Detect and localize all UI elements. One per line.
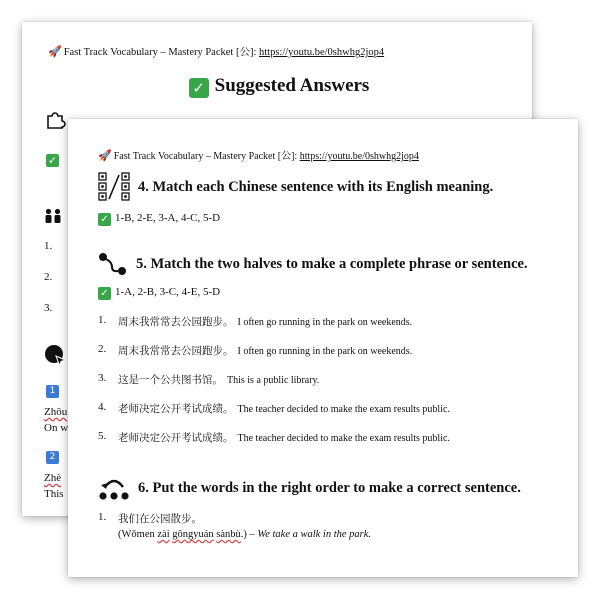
rocket-icon: 🚀 bbox=[98, 149, 112, 162]
section-5-answer: ✓ 1-A, 2-B, 3-C, 4-E, 5-D bbox=[98, 286, 556, 300]
rocket-icon: 🚀 bbox=[48, 45, 62, 58]
section-5-heading: 5. Match the two halves to make a complete phrase or sentence. bbox=[98, 252, 556, 276]
page-header: 🚀 Fast Track Vocabulary – Mastery Packet [公]: https://youtu.be/0shwhg2jop4 bbox=[98, 149, 419, 162]
page-header: 🚀 Fast Track Vocabulary – Mastery Packet [公]: https://youtu.be/0shwhg2jop4 bbox=[48, 45, 385, 58]
list-item: 1. 我们在公园散步。 bbox=[98, 511, 202, 525]
section-6-heading: 6. Put the words in the right order to make a correct sentence. bbox=[98, 475, 556, 501]
pinyin-translation: (Wǒmen zài gōngyuán sànbù.) – We take a walk in the park. bbox=[118, 529, 372, 540]
back-page: 🚀 Fast Track Vocabulary – Mastery Packet [公]: https://youtu.be/0shwhg2jop4 ✓ Suggested Answers ✓ 1. 2. 3. 1 Zhōu On w 2 Zhè This bbox=[22, 22, 532, 516]
number-badge-1: 1 bbox=[46, 385, 59, 398]
match-grid-icon bbox=[98, 172, 130, 202]
list-item: 2. 周末我常常去公园跑步。 I often go running in the park on weekends. bbox=[98, 343, 413, 357]
list-item: 3. 这是一个公共图书馆。 This is a public library. bbox=[98, 372, 320, 386]
video-link[interactable]: https://youtu.be/0shwhg2jop4 bbox=[259, 47, 385, 58]
order-words-icon bbox=[98, 475, 130, 501]
people-icon bbox=[44, 208, 62, 224]
check-icon: ✓ bbox=[47, 154, 58, 167]
suggested-answers-title: ✓ Suggested Answers bbox=[48, 75, 510, 98]
front-page bbox=[68, 119, 578, 577]
check-icon: ✓ bbox=[98, 287, 111, 300]
list-item: 4. 老师决定公开考试成绩。 The teacher decided to make the exam results public. bbox=[98, 401, 450, 415]
number-badge-2: 2 bbox=[46, 451, 59, 464]
video-link[interactable]: https://youtu.be/0shwhg2jop4 bbox=[299, 151, 419, 162]
section-4-heading: 4. Match each Chinese sentence with its English meaning. bbox=[98, 172, 556, 202]
list-item: 1. 周末我常常去公园跑步。 I often go running in the park on weekends. bbox=[98, 314, 413, 328]
check-icon: ✓ bbox=[98, 213, 111, 226]
section-5-list bbox=[98, 314, 556, 445]
puzzle-icon bbox=[44, 108, 66, 130]
section-4-answer: ✓ 1-B, 2-E, 3-A, 4-C, 5-D bbox=[98, 212, 556, 226]
list-item: 5. 老师决定公开考试成绩。 The teacher decided to make the exam results public. bbox=[98, 430, 450, 444]
connect-halves-icon bbox=[98, 252, 128, 276]
cursor-icon bbox=[44, 344, 68, 368]
check-icon: ✓ bbox=[189, 78, 209, 98]
